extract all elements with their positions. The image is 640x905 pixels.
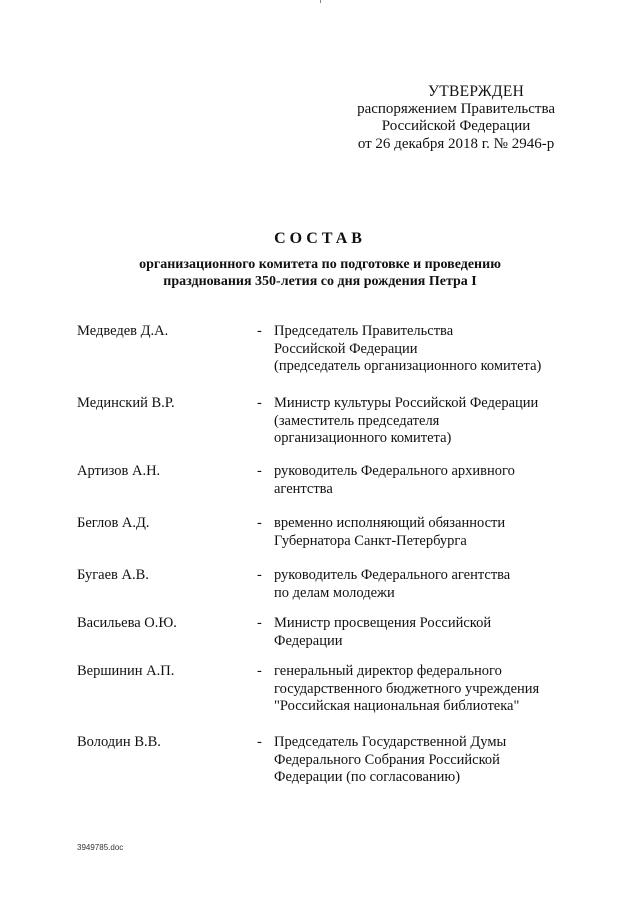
approval-heading: УТВЕРЖДЕН xyxy=(427,83,525,100)
subtitle-line-2: празднования 350-летия со дня рождения Петра I xyxy=(163,274,477,289)
page-top-mark xyxy=(320,0,321,3)
member-role-line: Губернатора Санкт-Петербурга xyxy=(274,532,467,549)
member-role-line: временно исполняющий обязанности xyxy=(274,515,506,531)
member-role xyxy=(274,663,539,716)
member-name: Артизов А.Н. xyxy=(77,463,161,479)
member-role-line: Федерации xyxy=(274,632,343,649)
member-name: Вершинин А.П. xyxy=(77,663,175,679)
member-dash: - xyxy=(257,515,262,531)
approval-block xyxy=(357,83,555,153)
member-dash: - xyxy=(257,395,262,411)
member-name: Васильева О.Ю. xyxy=(77,615,177,631)
member-role-line: агентства xyxy=(274,480,333,497)
member-dash: - xyxy=(257,323,262,339)
member-role-line: государственного бюджетного учреждения xyxy=(274,680,540,697)
member-name: Мединский В.Р. xyxy=(77,395,175,411)
approval-line-3: от 26 декабря 2018 г. № 2946-р xyxy=(357,135,555,152)
member-role-line: Председатель Государственной Думы xyxy=(274,734,507,750)
approval-line-1: распоряжением Правительства xyxy=(357,100,555,117)
member-dash: - xyxy=(257,567,262,583)
member-role xyxy=(274,567,510,602)
subtitle-line-1: организационного комитета по подготовке и проведению xyxy=(139,257,501,272)
document-title: СОСТАВ xyxy=(274,230,366,247)
member-role-line: "Российская национальная библиотека" xyxy=(274,698,520,714)
member-dash: - xyxy=(257,734,262,750)
approval-line-2: Российской Федерации xyxy=(381,118,531,134)
member-role-line: Председатель Правительства xyxy=(274,323,454,339)
member-role xyxy=(274,515,505,550)
member-role xyxy=(274,463,515,498)
member-role-line: Федерального Собрания Российской xyxy=(274,751,500,768)
member-role-line: (председатель организационного комитета) xyxy=(274,358,542,374)
member-name: Беглов А.Д. xyxy=(77,515,150,531)
member-role-line: руководитель Федерального агентства xyxy=(274,567,511,583)
member-role xyxy=(274,615,491,650)
document-subtitle xyxy=(0,256,640,290)
member-name: Володин В.В. xyxy=(77,734,161,750)
file-name-footer: 3949785.doc xyxy=(77,843,124,852)
member-role xyxy=(274,323,541,376)
member-role-line: Министр культуры Российской Федерации xyxy=(274,395,539,411)
member-role-line: по делам молодежи xyxy=(274,584,395,601)
member-name: Бугаев А.В. xyxy=(77,567,149,583)
member-role-line: Российской Федерации xyxy=(274,340,418,357)
member-role-line: генеральный директор федерального xyxy=(274,663,502,679)
member-name: Медведев Д.А. xyxy=(77,323,169,339)
member-role-line: Федерации (по согласованию) xyxy=(274,769,461,785)
member-role xyxy=(274,395,538,448)
member-dash: - xyxy=(257,615,262,631)
member-role xyxy=(274,734,506,787)
member-role-line: Министр просвещения Российской xyxy=(274,615,492,631)
member-role-line: организационного комитета) xyxy=(274,430,452,446)
member-role-line: (заместитель председателя xyxy=(274,412,440,429)
member-role-line: руководитель Федерального архивного xyxy=(274,463,515,479)
member-dash: - xyxy=(257,463,262,479)
member-dash: - xyxy=(257,663,262,679)
